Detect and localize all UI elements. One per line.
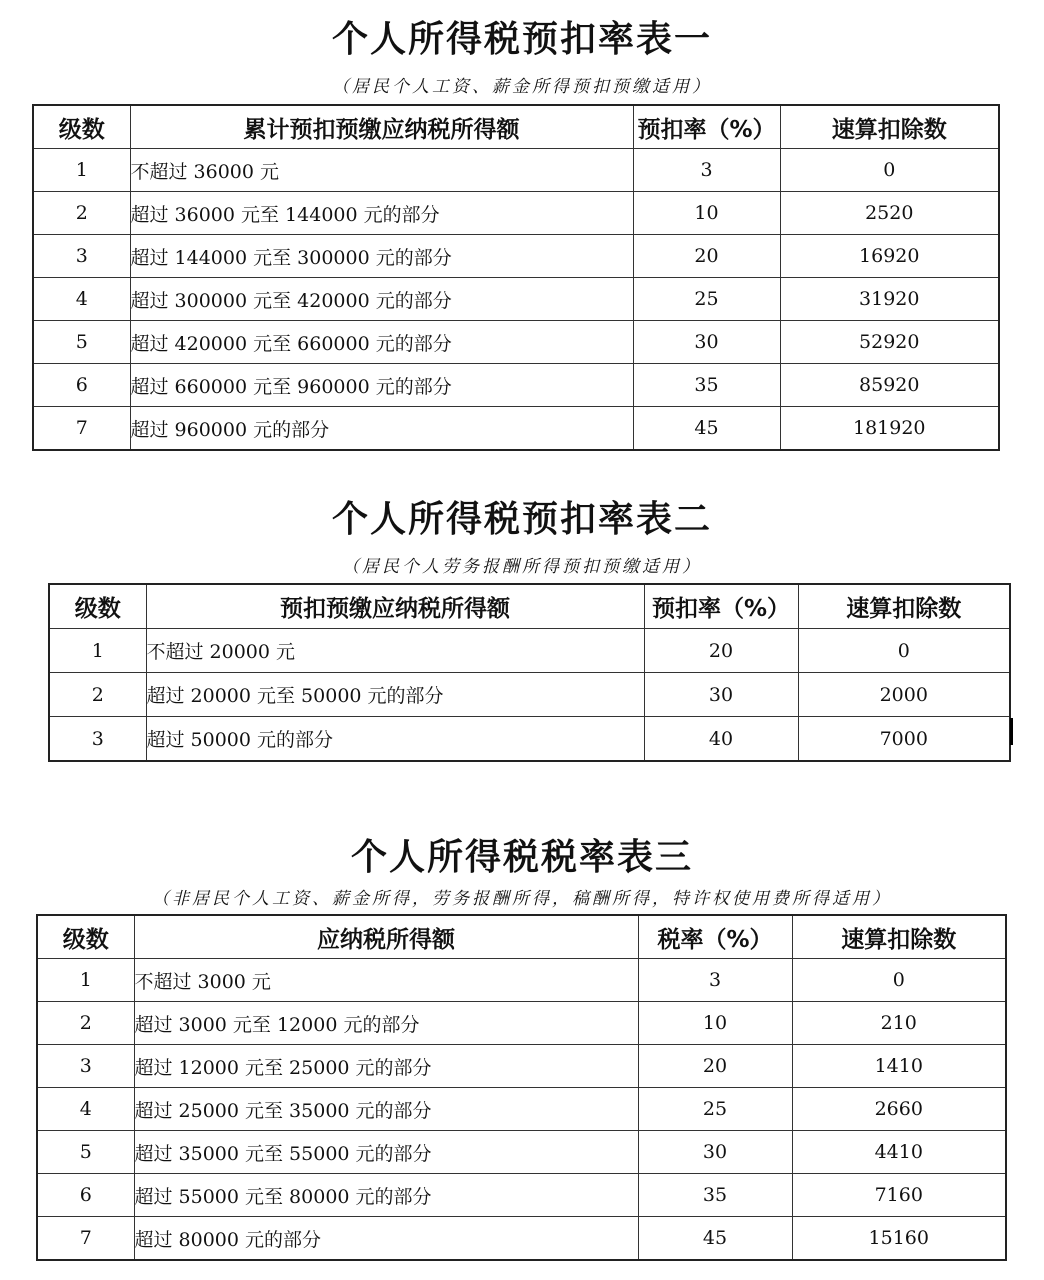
cell-range: 超过 300000 元至 420000 元的部分	[130, 278, 633, 321]
cell-rate: 20	[638, 1045, 792, 1088]
header-rate: 预扣率（%）	[633, 105, 780, 149]
table-row	[33, 407, 999, 451]
cell-range: 超过 960000 元的部分	[130, 407, 633, 451]
cell-level: 3	[33, 235, 130, 278]
cell-level: 5	[33, 321, 130, 364]
header-income-range: 应纳税所得额	[134, 915, 638, 959]
cell-deduction: 1410	[792, 1045, 1006, 1088]
cell-rate: 45	[633, 407, 780, 451]
cell-rate: 20	[644, 629, 798, 673]
cell-rate: 10	[638, 1002, 792, 1045]
header-quick-deduction: 速算扣除数	[780, 105, 999, 149]
table3-title: 个人所得税税率表三	[350, 837, 693, 878]
cell-range: 超过 12000 元至 25000 元的部分	[134, 1045, 638, 1088]
cell-deduction: 181920	[780, 407, 999, 451]
table1-title: 个人所得税预扣率表一	[331, 19, 712, 60]
cell-level: 2	[49, 673, 146, 717]
cell-rate: 35	[638, 1174, 792, 1217]
cell-deduction: 7000	[798, 717, 1010, 762]
cell-level: 2	[37, 1002, 134, 1045]
table-row	[33, 235, 999, 278]
cell-range: 超过 144000 元至 300000 元的部分	[130, 235, 633, 278]
cell-range: 超过 20000 元至 50000 元的部分	[146, 673, 644, 717]
header-income-range: 累计预扣预缴应纳税所得额	[130, 105, 633, 149]
cell-range: 超过 36000 元至 144000 元的部分	[130, 192, 633, 235]
cell-rate: 10	[633, 192, 780, 235]
table-row	[37, 1131, 1006, 1174]
header-quick-deduction: 速算扣除数	[792, 915, 1006, 959]
cell-deduction: 0	[780, 149, 999, 192]
edge-mark	[1010, 718, 1013, 745]
cell-level: 6	[33, 364, 130, 407]
cell-level: 1	[37, 959, 134, 1002]
cell-level: 6	[37, 1174, 134, 1217]
table-row	[33, 364, 999, 407]
cell-deduction: 85920	[780, 364, 999, 407]
table1-subtitle: （居民个人工资、薪金所得预扣预缴适用）	[332, 77, 712, 97]
cell-deduction: 4410	[792, 1131, 1006, 1174]
cell-level: 3	[37, 1045, 134, 1088]
table2-title: 个人所得税预扣率表二	[331, 499, 712, 540]
header-level: 级数	[33, 105, 130, 149]
table-header-row	[33, 105, 999, 149]
table-row	[37, 1217, 1006, 1261]
table-row	[49, 673, 1010, 717]
cell-level: 2	[33, 192, 130, 235]
cell-level: 1	[33, 149, 130, 192]
cell-deduction: 2520	[780, 192, 999, 235]
cell-range: 超过 80000 元的部分	[134, 1217, 638, 1261]
cell-rate: 30	[644, 673, 798, 717]
cell-level: 7	[33, 407, 130, 451]
cell-deduction: 15160	[792, 1217, 1006, 1261]
cell-rate: 3	[633, 149, 780, 192]
cell-range: 不超过 20000 元	[146, 629, 644, 673]
cell-deduction: 0	[798, 629, 1010, 673]
cell-deduction: 2660	[792, 1088, 1006, 1131]
cell-range: 不超过 36000 元	[130, 149, 633, 192]
cell-range: 超过 3000 元至 12000 元的部分	[134, 1002, 638, 1045]
cell-deduction: 7160	[792, 1174, 1006, 1217]
cell-rate: 30	[638, 1131, 792, 1174]
table-row	[33, 321, 999, 364]
cell-deduction: 2000	[798, 673, 1010, 717]
cell-level: 1	[49, 629, 146, 673]
cell-range: 超过 25000 元至 35000 元的部分	[134, 1088, 638, 1131]
header-rate: 税率（%）	[638, 915, 792, 959]
cell-range: 不超过 3000 元	[134, 959, 638, 1002]
cell-rate: 20	[633, 235, 780, 278]
cell-rate: 40	[644, 717, 798, 762]
cell-level: 5	[37, 1131, 134, 1174]
header-level: 级数	[37, 915, 134, 959]
table-row	[37, 1002, 1006, 1045]
cell-range: 超过 35000 元至 55000 元的部分	[134, 1131, 638, 1174]
table-row	[33, 149, 999, 192]
cell-level: 4	[37, 1088, 134, 1131]
cell-rate: 25	[633, 278, 780, 321]
cell-rate: 25	[638, 1088, 792, 1131]
table-row	[49, 717, 1010, 762]
cell-level: 7	[37, 1217, 134, 1261]
cell-rate: 35	[633, 364, 780, 407]
cell-deduction: 16920	[780, 235, 999, 278]
cell-range: 超过 50000 元的部分	[146, 717, 644, 762]
cell-deduction: 31920	[780, 278, 999, 321]
cell-deduction: 52920	[780, 321, 999, 364]
withholding-rate-table-1	[32, 104, 1000, 451]
table-row	[37, 959, 1006, 1002]
withholding-rate-table-2	[48, 583, 1011, 762]
table-row	[33, 278, 999, 321]
cell-rate: 45	[638, 1217, 792, 1261]
cell-range: 超过 55000 元至 80000 元的部分	[134, 1174, 638, 1217]
header-income-range: 预扣预缴应纳税所得额	[146, 584, 644, 629]
cell-range: 超过 420000 元至 660000 元的部分	[130, 321, 633, 364]
table-row	[49, 629, 1010, 673]
cell-deduction: 210	[792, 1002, 1006, 1045]
table-row	[33, 192, 999, 235]
header-quick-deduction: 速算扣除数	[798, 584, 1010, 629]
cell-level: 3	[49, 717, 146, 762]
table-row	[37, 1088, 1006, 1131]
tax-rate-table-3	[36, 914, 1007, 1261]
header-rate: 预扣率（%）	[644, 584, 798, 629]
table-header-row	[49, 584, 1010, 629]
table-row	[37, 1045, 1006, 1088]
cell-rate: 3	[638, 959, 792, 1002]
cell-range: 超过 660000 元至 960000 元的部分	[130, 364, 633, 407]
cell-rate: 30	[633, 321, 780, 364]
table3-subtitle: （非居民个人工资、薪金所得，劳务报酬所得，稿酬所得，特许权使用费所得适用）	[152, 889, 892, 909]
table2-subtitle: （居民个人劳务报酬所得预扣预缴适用）	[342, 557, 702, 577]
header-level: 级数	[49, 584, 146, 629]
cell-level: 4	[33, 278, 130, 321]
cell-deduction: 0	[792, 959, 1006, 1002]
table-header-row	[37, 915, 1006, 959]
table-row	[37, 1174, 1006, 1217]
